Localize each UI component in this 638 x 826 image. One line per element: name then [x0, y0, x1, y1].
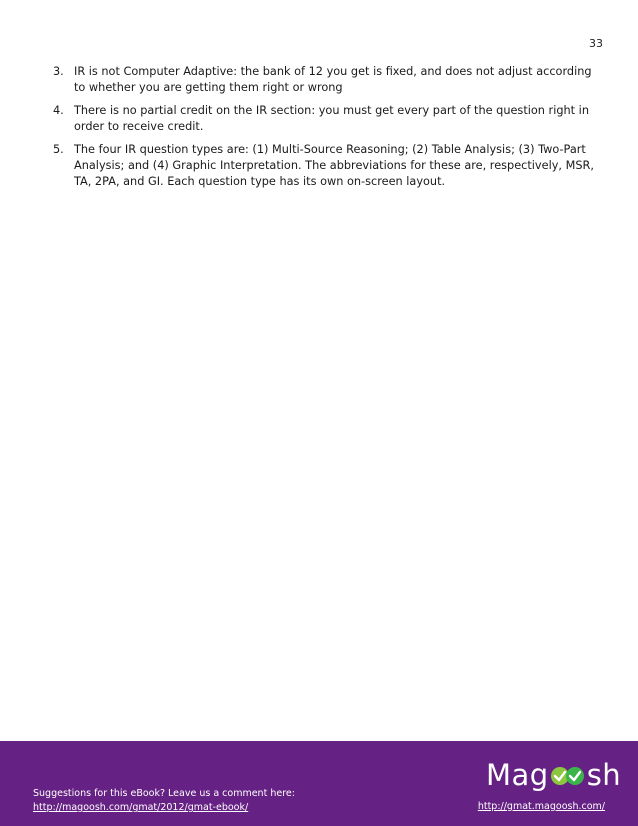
page-number: 33	[589, 37, 603, 50]
footer-banner	[0, 741, 638, 826]
double-check-icon	[550, 761, 586, 789]
list-item-text: The four IR question types are: (1) Multi-Source Reasoning; (2) Table Analysis; (3) Two-Part Analysis; and (4) Graphic Interpretation. The abbreviations for these are, respectively, MSR, TA, 2PA, and GI. Each question type has its own on-screen layout.	[74, 143, 594, 188]
list-item	[53, 64, 601, 96]
suggestion-text: Suggestions for this eBook? Leave us a comment here:	[33, 788, 295, 799]
suggestion-block	[33, 787, 295, 815]
site-link[interactable]: http://gmat.magoosh.com/	[477, 801, 605, 812]
ebook-link[interactable]: http://magoosh.com/gmat/2012/gmat-ebook/	[33, 802, 249, 813]
magoosh-logo[interactable]	[486, 757, 621, 793]
list-item-number: 4.	[53, 104, 64, 117]
list-item-text: IR is not Computer Adaptive: the bank of 12 you get is fixed, and does not adjust according to whether you are getting them right or wrong	[74, 65, 592, 94]
list-item-number: 5.	[53, 143, 64, 156]
list-item	[53, 142, 601, 190]
logo-text-left: Mag	[486, 758, 549, 792]
list-item	[53, 103, 601, 135]
ir-facts-list	[53, 64, 601, 197]
logo-text-right: sh	[586, 758, 622, 792]
list-item-number: 3.	[53, 65, 64, 78]
list-item-text: There is no partial credit on the IR section: you must get every part of the question right in order to receive credit.	[74, 104, 589, 133]
